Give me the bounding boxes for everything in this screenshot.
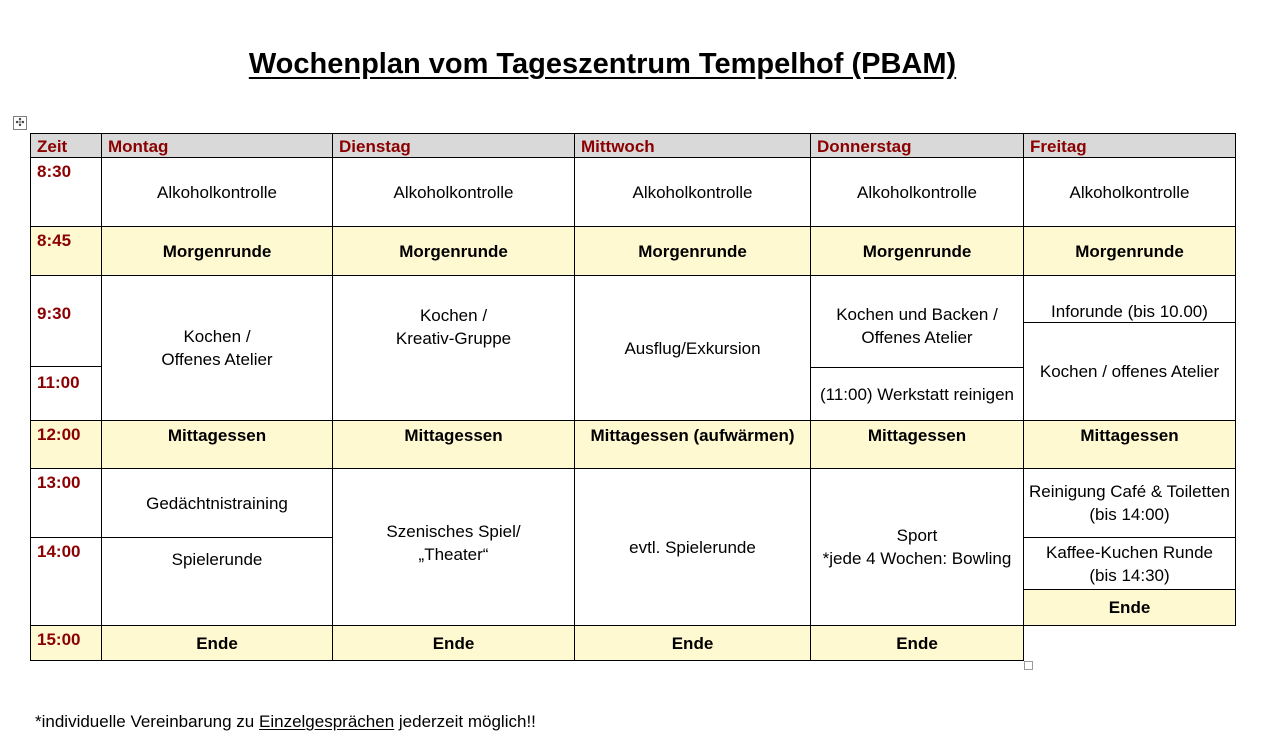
cell-donnerstag-alkohol: Alkoholkontrolle <box>810 157 1024 227</box>
cell-freitag-morgenrunde: Morgenrunde <box>1023 226 1236 276</box>
cell-dienstag-kochen: Kochen / Kreativ-Gruppe <box>332 275 575 421</box>
cell-dienstag-ende: Ende <box>332 625 575 661</box>
time-1500: 15:00 <box>30 625 102 661</box>
footnote-text-after: jederzeit möglich!! <box>394 712 536 731</box>
header-freitag: Freitag <box>1023 133 1236 158</box>
cell-dienstag-mittagessen: Mittagessen <box>332 420 575 469</box>
footnote-text-before: *individuelle Vereinbarung zu <box>35 712 259 731</box>
cell-freitag-kochen: Kochen / offenes Atelier <box>1023 322 1236 421</box>
cell-freitag-alkohol: Alkoholkontrolle <box>1023 157 1236 227</box>
header-dienstag: Dienstag <box>332 133 575 158</box>
time-1300: 13:00 <box>30 468 102 538</box>
cell-mittwoch-mittagessen: Mittagessen (aufwärmen) <box>574 420 811 469</box>
cell-dienstag-szenisch: Szenisches Spiel/ „Theater“ <box>332 468 575 626</box>
footnote <box>35 712 536 732</box>
cell-donnerstag-morgenrunde: Morgenrunde <box>810 226 1024 276</box>
time-1100: 11:00 <box>37 373 80 392</box>
cell-freitag-ende: Ende <box>1023 589 1236 626</box>
page-title: Wochenplan vom Tageszentrum Tempelhof (PBAM) <box>248 48 957 80</box>
cell-montag-spielerunde: Spielerunde <box>101 537 333 626</box>
cell-montag-mittagessen: Mittagessen <box>101 420 333 469</box>
time-0845: 8:45 <box>30 226 102 276</box>
cell-montag-kochen: Kochen / Offenes Atelier <box>101 275 333 421</box>
cell-freitag-mittagessen: Mittagessen <box>1023 420 1236 469</box>
cell-montag-ende: Ende <box>101 625 333 661</box>
footnote-underlined-word: Einzelgesprächen <box>259 712 395 731</box>
table-move-handle-icon[interactable]: ✣ <box>13 116 27 130</box>
time-0830: 8:30 <box>30 157 102 227</box>
cell-freitag-reinigung: Reinigung Café & Toiletten (bis 14:00) <box>1023 468 1236 538</box>
cell-donnerstag-mittagessen: Mittagessen <box>810 420 1024 469</box>
time-block-0930-1100 <box>30 275 102 421</box>
cell-mittwoch-morgenrunde: Morgenrunde <box>574 226 811 276</box>
cell-mittwoch-alkohol: Alkoholkontrolle <box>574 157 811 227</box>
cell-montag-alkohol: Alkoholkontrolle <box>101 157 333 227</box>
cell-montag-gedaechtnis: Gedächtnistraining <box>101 468 333 538</box>
cell-donnerstag-kochen: Kochen und Backen / Offenes Atelier <box>810 275 1024 368</box>
cell-dienstag-alkohol: Alkoholkontrolle <box>332 157 575 227</box>
cell-donnerstag-werkstatt: (11:00) Werkstatt reinigen <box>810 367 1024 421</box>
header-donnerstag: Donnerstag <box>810 133 1024 158</box>
header-zeit: Zeit <box>30 133 102 158</box>
cell-freitag-kaffee: Kaffee-Kuchen Runde (bis 14:30) <box>1023 537 1236 590</box>
cell-montag-morgenrunde: Morgenrunde <box>101 226 333 276</box>
cell-mittwoch-ausflug: Ausflug/Exkursion <box>574 275 811 421</box>
cell-mittwoch-spielerunde: evtl. Spielerunde <box>574 468 811 626</box>
cell-freitag-inforunde: Inforunde (bis 10.00) <box>1023 275 1236 323</box>
header-montag: Montag <box>101 133 333 158</box>
time-1200: 12:00 <box>30 420 102 469</box>
cell-donnerstag-sport: Sport *jede 4 Wochen: Bowling <box>810 468 1024 626</box>
cell-donnerstag-ende: Ende <box>810 625 1024 661</box>
header-mittwoch: Mittwoch <box>574 133 811 158</box>
cell-mittwoch-ende: Ende <box>574 625 811 661</box>
time-divider <box>31 366 101 367</box>
cell-dienstag-morgenrunde: Morgenrunde <box>332 226 575 276</box>
time-1400: 14:00 <box>30 537 102 626</box>
table-resize-handle[interactable] <box>1024 661 1033 670</box>
time-0930: 9:30 <box>37 304 72 323</box>
